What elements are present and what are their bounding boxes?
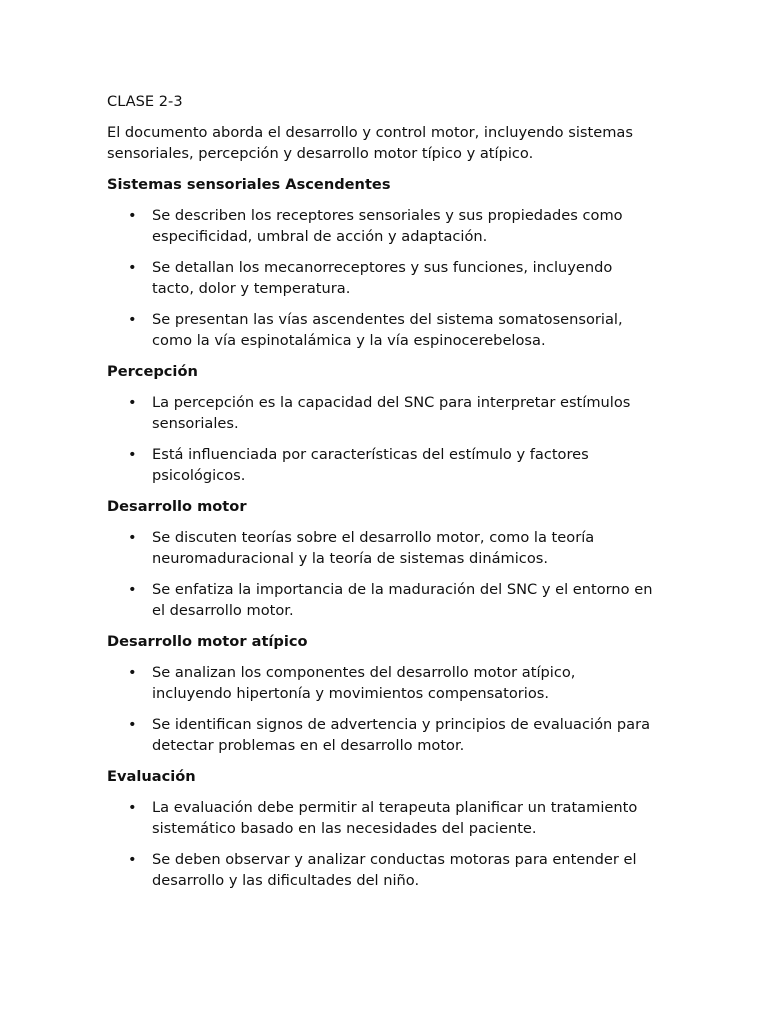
- list-item: [107, 849, 658, 891]
- section-heading: Sistemas sensoriales Ascendentes: [107, 176, 391, 193]
- bullet-icon: •: [128, 446, 137, 463]
- bullet-icon: •: [128, 529, 137, 546]
- list-item-text: Se describen los receptores sensoriales y sus propiedades como especificidad, umbral de acción y adaptación.: [152, 207, 623, 245]
- bullet-icon: •: [128, 394, 137, 411]
- bullet-list: [107, 392, 658, 486]
- list-item-text: Se enfatiza la importancia de la maduración del SNC y el entorno en el desarrollo motor.: [152, 581, 653, 619]
- document-sections: [107, 174, 658, 891]
- list-item: [107, 309, 658, 351]
- list-item: [107, 205, 658, 247]
- bullet-list: [107, 797, 658, 891]
- list-item: [107, 714, 658, 756]
- section-heading: Percepción: [107, 363, 198, 380]
- list-item-text: Está influenciada por características del estímulo y factores psicológicos.: [152, 446, 589, 484]
- bullet-icon: •: [128, 207, 137, 224]
- list-item-text: Se presentan las vías ascendentes del sistema somatosensorial, como la vía espinotalámica y la vía espinocerebelosa.: [152, 311, 623, 349]
- section-heading: Desarrollo motor: [107, 498, 247, 515]
- list-item-text: Se analizan los componentes del desarrollo motor atípico, incluyendo hipertonía y movimientos compensatorios.: [152, 664, 576, 702]
- list-item-text: Se detallan los mecanorreceptores y sus funciones, incluyendo tacto, dolor y temperatura.: [152, 259, 613, 297]
- bullet-list: [107, 205, 658, 351]
- bullet-icon: •: [128, 851, 137, 868]
- bullet-icon: •: [128, 311, 137, 328]
- bullet-icon: •: [128, 581, 137, 598]
- list-item-text: La evaluación debe permitir al terapeuta planificar un tratamiento sistemático basado en las necesidades del paciente.: [152, 799, 638, 837]
- list-item: [107, 392, 658, 434]
- bullet-icon: •: [128, 664, 137, 681]
- list-item-text: Se identifican signos de advertencia y principios de evaluación para detectar problemas en el desarrollo motor.: [152, 716, 651, 754]
- list-item: [107, 662, 658, 704]
- bullet-icon: •: [128, 716, 137, 733]
- section-heading: Evaluación: [107, 768, 196, 785]
- document-title: CLASE 2-3: [107, 93, 183, 110]
- list-item: [107, 797, 658, 839]
- list-item: [107, 257, 658, 299]
- bullet-icon: •: [128, 799, 137, 816]
- list-item: [107, 579, 658, 621]
- list-item: [107, 444, 658, 486]
- section-heading: Desarrollo motor atípico: [107, 633, 308, 650]
- list-item-text: Se deben observar y analizar conductas motoras para entender el desarrollo y las dificultades del niño.: [152, 851, 637, 889]
- list-item-text: La percepción es la capacidad del SNC para interpretar estímulos sensoriales.: [152, 394, 631, 432]
- bullet-icon: •: [128, 259, 137, 276]
- bullet-list: [107, 527, 658, 621]
- bullet-list: [107, 662, 658, 756]
- document-intro: El documento aborda el desarrollo y control motor, incluyendo sistemas sensoriales, percepción y desarrollo motor típico y atípico.: [107, 124, 633, 162]
- list-item: [107, 527, 658, 569]
- list-item-text: Se discuten teorías sobre el desarrollo motor, como la teoría neuromaduracional y la teoría de sistemas dinámicos.: [152, 529, 595, 567]
